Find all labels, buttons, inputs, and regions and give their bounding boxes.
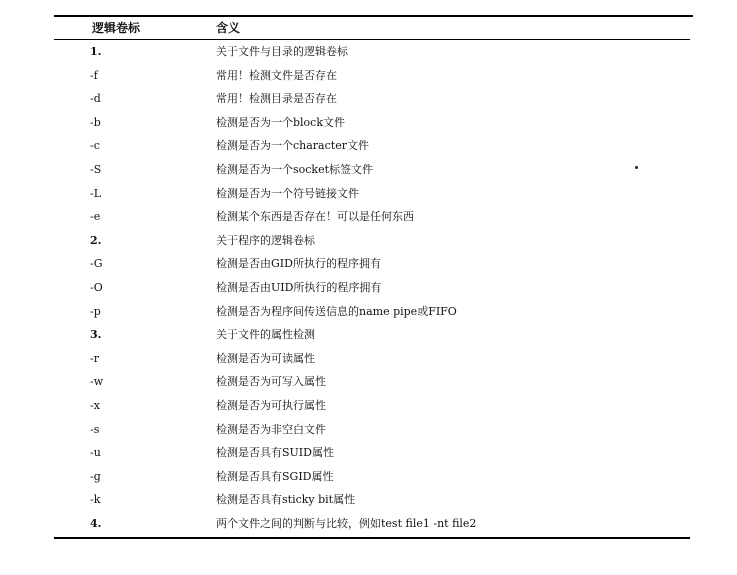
table-row <box>0 134 737 158</box>
flag-cell: -k <box>90 493 101 507</box>
flag-cell: 1. <box>90 45 102 58</box>
table-row <box>0 418 737 442</box>
meaning-cell: 检测某个东西是否存在！可以是任何东西 <box>216 210 414 224</box>
flag-cell: 3. <box>90 328 102 342</box>
flag-cell: 4. <box>90 516 102 530</box>
meaning-cell: 常用！检测目录是否存在 <box>216 92 337 106</box>
column-header-meaning: 含义 <box>216 21 241 35</box>
table-row <box>0 465 737 489</box>
table-row <box>0 347 737 371</box>
meaning-cell: 关于程序的逻辑卷标 <box>216 233 315 247</box>
meaning-cell: 检测是否为可写入属性 <box>216 375 326 389</box>
table-row <box>0 40 737 64</box>
meaning-cell: 检测是否为一个character文件 <box>216 139 369 153</box>
flag-cell: -g <box>90 469 101 483</box>
flag-cell: -d <box>90 92 101 106</box>
table-row <box>0 441 737 465</box>
table-row <box>0 300 737 324</box>
flag-cell: -s <box>90 422 100 436</box>
meaning-cell: 检测是否为非空白文件 <box>216 422 326 436</box>
table-row <box>0 158 737 182</box>
column-header-logical-flag: 逻辑卷标 <box>92 21 141 35</box>
table-row <box>0 512 737 536</box>
table-bottom-rule <box>54 537 690 539</box>
meaning-cell: 关于文件与目录的逻辑卷标 <box>216 45 348 58</box>
flag-cell: -u <box>90 446 101 460</box>
flag-cell: -O <box>90 280 103 294</box>
meaning-cell: 检测是否为一个符号链接文件 <box>216 186 359 200</box>
meaning-cell: 检测是否由UID所执行的程序拥有 <box>216 280 382 294</box>
table-body <box>0 40 737 535</box>
table-row <box>0 182 737 206</box>
meaning-cell: 检测是否具有sticky bit属性 <box>216 493 356 507</box>
table-row <box>0 488 737 512</box>
meaning-cell: 检测是否由GID所执行的程序拥有 <box>216 257 381 271</box>
meaning-cell: 常用！检测文件是否存在 <box>216 68 337 82</box>
table-row <box>0 394 737 418</box>
table-row <box>0 252 737 276</box>
table-row <box>0 229 737 253</box>
flag-cell: -L <box>90 186 102 200</box>
table-row <box>0 370 737 394</box>
meaning-cell: 检测是否为可执行属性 <box>216 398 326 412</box>
flag-cell: -x <box>90 398 100 412</box>
flag-cell: -b <box>90 115 101 129</box>
flag-cell: -r <box>90 351 99 365</box>
flag-cell: -f <box>90 68 98 82</box>
meaning-cell: 检测是否具有SGID属性 <box>216 469 334 483</box>
table-row <box>0 276 737 300</box>
flag-cell: 2. <box>90 233 102 247</box>
flag-cell: -e <box>90 210 101 224</box>
table-row <box>0 64 737 88</box>
table-row <box>0 111 737 135</box>
table-row <box>0 323 737 347</box>
flag-cell: -S <box>90 162 102 176</box>
flag-cell: -c <box>90 139 100 153</box>
flag-cell: -p <box>90 304 101 318</box>
meaning-cell: 两个文件之间的判断与比较，例如test file1 -nt file2 <box>216 516 477 530</box>
scan-speck <box>635 166 638 169</box>
meaning-cell: 检测是否具有SUID属性 <box>216 446 334 460</box>
meaning-cell: 关于文件的属性检测 <box>216 328 315 342</box>
flag-cell: -w <box>90 375 104 389</box>
table-row <box>0 205 737 229</box>
flag-cell: -G <box>90 257 103 271</box>
table-row <box>0 87 737 111</box>
meaning-cell: 检测是否为一个block文件 <box>216 115 346 129</box>
table-top-rule <box>54 15 693 17</box>
meaning-cell: 检测是否为可读属性 <box>216 351 315 365</box>
meaning-cell: 检测是否为程序间传送信息的name pipe或FIFO <box>216 304 457 318</box>
meaning-cell: 检测是否为一个socket标签文件 <box>216 162 374 176</box>
